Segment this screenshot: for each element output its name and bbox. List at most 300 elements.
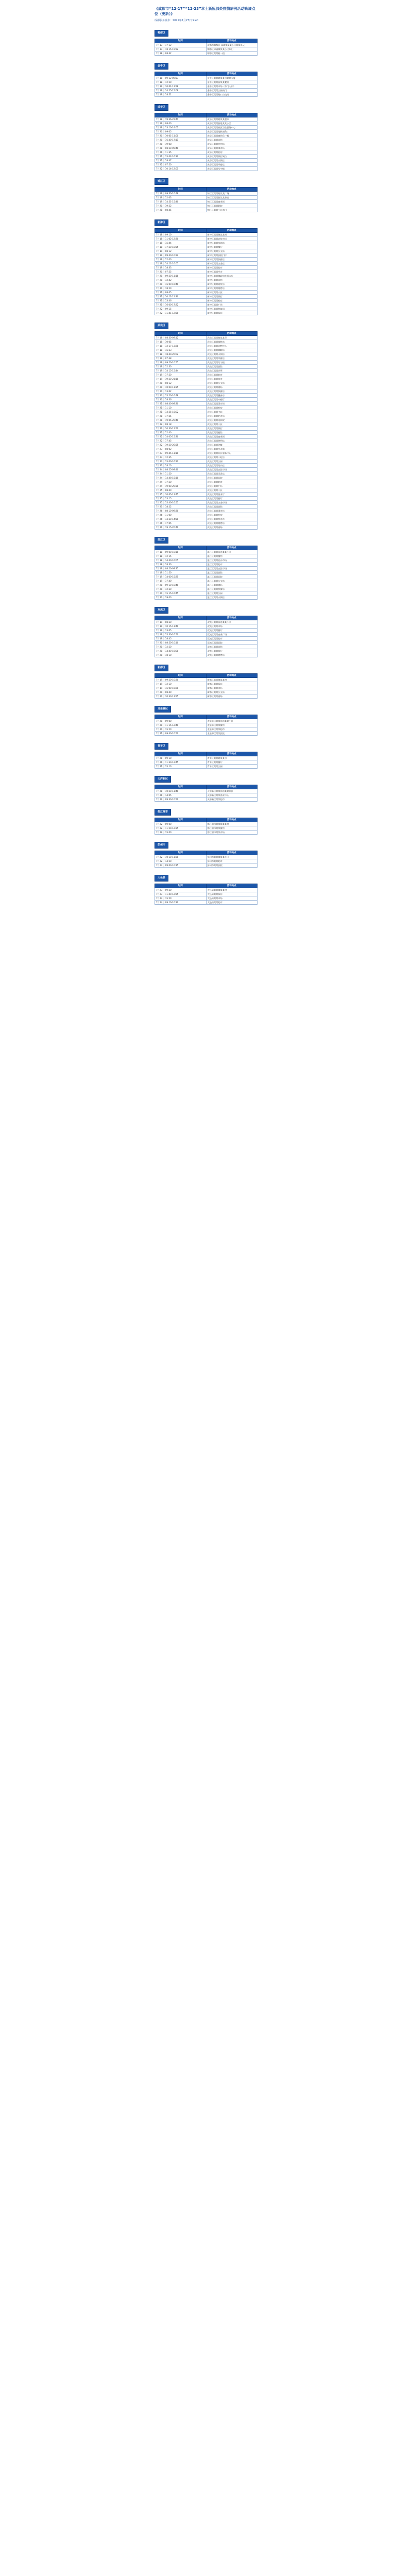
time-cell: 7月18日 15:44	[155, 241, 207, 245]
location-cell: 武侯区某某咖啡店	[206, 348, 258, 352]
table-row	[155, 513, 258, 517]
table-row	[155, 798, 258, 802]
table-row	[155, 237, 258, 241]
time-cell: 7月20日 18:10	[155, 653, 207, 657]
table-header-row	[155, 39, 258, 43]
table-row	[155, 756, 258, 760]
table-row	[155, 863, 258, 868]
location-cell: 温江区某某火锅店	[206, 596, 258, 600]
time-cell: 7月20日 08:40	[155, 690, 207, 694]
table-row	[155, 435, 258, 439]
district-tag: 新都区	[155, 665, 168, 671]
time-cell: 7月22日 07:50	[155, 163, 207, 167]
location-cell: 温江区某某餐馆	[206, 554, 258, 558]
table-row	[155, 653, 258, 657]
location-cell: 成华区某某地铁站B口	[206, 130, 258, 134]
location-cell: 新津区某某理发店	[206, 282, 258, 286]
location-cell: 武侯区某某烧烤店	[206, 521, 258, 526]
time-cell: 7月26日 08:10-09:30	[155, 509, 207, 513]
table-row	[155, 295, 258, 299]
table-row	[155, 488, 258, 493]
time-cell: 7月23日 15:00-16:22	[155, 460, 207, 464]
time-cell: 7月20日 12:42	[155, 278, 207, 282]
time-cell: 7月18日 18:40-20:02	[155, 352, 207, 357]
location-cell: 金牛区某某街某某餐馆	[206, 80, 258, 84]
location-cell: 温江区某某商场	[206, 583, 258, 587]
location-cell: 武侯区某某烤肉店	[206, 464, 258, 468]
table-row	[155, 303, 258, 307]
sites-table	[155, 39, 258, 56]
table-row	[155, 357, 258, 361]
table-row	[155, 789, 258, 793]
time-cell: 7月19日 17:50	[155, 373, 207, 377]
location-cell: 新津区某某超市	[206, 266, 258, 270]
district-tag: 新津区	[155, 219, 168, 226]
time-cell: 7月18日 12:17-13:20	[155, 344, 207, 348]
time-cell: 7月22日 14:20	[155, 859, 207, 863]
table-row	[155, 723, 258, 727]
time-cell: 7月19日 08:30	[155, 620, 207, 624]
location-cell: 武侯区某某超市	[206, 373, 258, 377]
location-cell: 新津区某某银行	[206, 295, 258, 299]
time-cell: 7月18日 11:02-12:30	[155, 237, 207, 241]
time-cell: 7月19日 18:33	[155, 266, 207, 270]
table-row	[155, 249, 258, 253]
table-row	[155, 352, 258, 357]
time-cell: 7月19日 07:48	[155, 357, 207, 361]
table-row	[155, 117, 258, 122]
page-title: 《成都市“12·17”“12·23”本土新冠肺炎疫情病例活动轨迹点位（更新）》	[155, 7, 255, 16]
table-row	[155, 307, 258, 311]
table-row	[155, 278, 258, 282]
time-cell: 7月21日 13:55-15:02	[155, 410, 207, 414]
table-row	[155, 505, 258, 509]
district-section	[155, 776, 258, 802]
table-row	[155, 43, 258, 47]
time-header: 时间	[155, 72, 207, 76]
time-cell: 7月21日 17:25	[155, 414, 207, 418]
table-header-row	[155, 715, 258, 719]
location-cell: 锦江区某某小区南门	[206, 208, 258, 212]
time-cell: 7月23日 09:45-11:10	[155, 451, 207, 455]
location-cell: 新津区某某物流园	[206, 307, 258, 311]
time-header: 时间	[155, 546, 207, 550]
time-cell: 7月20日 15:20	[155, 727, 207, 732]
table-row	[155, 554, 258, 558]
location-cell: 武侯区某某面馆	[206, 505, 258, 509]
location-header: 活动地点	[206, 229, 258, 233]
table-row	[155, 686, 258, 690]
table-row	[155, 620, 258, 624]
district-section	[155, 537, 258, 600]
location-header: 活动地点	[206, 39, 258, 43]
location-cell: 温江区某某快餐店	[206, 587, 258, 591]
table-row	[155, 377, 258, 381]
time-cell: 7月18日 09:00-10:10	[155, 550, 207, 554]
time-cell: 7月21日 19:05-20:40	[155, 418, 207, 422]
table-row	[155, 571, 258, 575]
table-row	[155, 381, 258, 385]
location-cell: 武侯区某某菜市场	[206, 509, 258, 513]
location-cell: 锦江区某某商业街	[206, 200, 258, 204]
location-cell: 双流区某某面馆	[206, 645, 258, 649]
time-cell: 7月23日 18:10	[155, 464, 207, 468]
table-row	[155, 204, 258, 208]
time-cell: 7月19日 14:15-15:44	[155, 369, 207, 373]
table-row	[155, 414, 258, 418]
time-cell: 7月21日 15:10	[155, 765, 207, 769]
table-row	[155, 150, 258, 155]
time-cell: 7月20日 15:09-16:40	[155, 282, 207, 286]
table-row	[155, 480, 258, 484]
location-header: 活动地点	[206, 818, 258, 822]
table-row	[155, 361, 258, 365]
location-header: 活动地点	[206, 851, 258, 855]
location-cell: 武侯区某某电影院	[206, 418, 258, 422]
location-cell: 双流区某某商业广场	[206, 633, 258, 637]
time-header: 时间	[155, 332, 207, 336]
sites-table	[155, 546, 258, 600]
district-tag: 彭州市	[155, 842, 168, 849]
table-row	[155, 389, 258, 394]
time-cell: 7月19日 12:30	[155, 365, 207, 369]
sites-table	[155, 331, 258, 530]
location-cell: 新津区某某五金店	[206, 262, 258, 266]
location-cell: 武侯区某某奶茶店	[206, 414, 258, 418]
location-cell: 龙泉驿区某某超市	[206, 727, 258, 732]
location-header: 活动地点	[206, 752, 258, 756]
location-cell: 武侯区某某美发店	[206, 472, 258, 476]
table-row	[155, 579, 258, 583]
location-cell: 温江区某某花卉市场	[206, 558, 258, 563]
location-cell: 武侯区某某五金市场	[206, 501, 258, 505]
time-cell: 7月19日 10:01-11:58	[155, 84, 207, 89]
time-cell: 7月20日 18:36	[155, 398, 207, 402]
location-cell: 武侯区某某小区	[206, 488, 258, 493]
location-cell: 郫都区犀浦镇某某小区东门	[206, 47, 258, 52]
location-cell: 温江区某某超市	[206, 563, 258, 567]
time-cell: 7月20日 15:15-16:45	[155, 591, 207, 596]
table-row	[155, 208, 258, 212]
sites-table	[155, 851, 258, 868]
time-cell: 7月24日 19:00-20:30	[155, 484, 207, 488]
table-row	[155, 291, 258, 295]
location-cell: 锦江区某某街某某茶馆	[206, 196, 258, 200]
time-cell: 7月25日 18:22	[155, 505, 207, 509]
table-row	[155, 373, 258, 377]
sites-table	[155, 884, 258, 905]
table-row	[155, 645, 258, 649]
location-cell: 武侯区某某中餐厅	[206, 398, 258, 402]
table-row	[155, 901, 258, 905]
location-cell: 成华区某某银行网点	[206, 155, 258, 159]
district-tag: 龙泉驿区	[155, 706, 171, 713]
table-row	[155, 719, 258, 723]
table-row	[155, 439, 258, 443]
location-cell: 武侯区某某菜市场	[206, 402, 258, 406]
time-cell: 7月26日 19:15-20:40	[155, 526, 207, 530]
location-cell: 武侯区某某药房	[206, 513, 258, 517]
time-cell: 7月20日 15:20-16:48	[155, 394, 207, 398]
location-cell: 青羊区某某餐厅	[206, 760, 258, 765]
sites-table	[155, 72, 258, 97]
time-cell: 7月22日 15:00	[155, 831, 207, 835]
district-tag: 大邑县	[155, 875, 168, 882]
table-row	[155, 624, 258, 629]
location-cell: 武侯区某某购物中心	[206, 344, 258, 348]
time-cell: 7月19日 10:15-11:40	[155, 624, 207, 629]
table-row	[155, 155, 258, 159]
time-cell: 7月18日 15:33	[155, 348, 207, 352]
location-cell: 成都市郫都区 犀浦镇某某小区某某单元	[206, 43, 258, 47]
table-row	[155, 311, 258, 315]
time-cell: 7月20日 14:40-16:00	[155, 649, 207, 653]
table-row	[155, 163, 258, 167]
location-cell: 龙泉驿区某某餐馆	[206, 723, 258, 727]
location-cell: 新津区某某农贸市场	[206, 237, 258, 241]
location-cell: 郫都区某某村一组	[206, 52, 258, 56]
location-cell: 武侯区某某小区	[206, 422, 258, 427]
table-row	[155, 159, 258, 163]
location-cell: 新津区某某饭店	[206, 311, 258, 315]
time-cell: 7月20日 19:22	[155, 204, 207, 208]
time-cell: 7月19日 09:30-10:48	[155, 192, 207, 196]
time-cell: 7月21日 15:02-16:30	[155, 155, 207, 159]
table-row	[155, 822, 258, 826]
time-header: 时间	[155, 674, 207, 678]
location-cell: 双流区某某餐厅	[206, 629, 258, 633]
table-row	[155, 892, 258, 896]
time-cell: 7月22日 09:30-10:50	[155, 798, 207, 802]
location-header: 活动地点	[206, 674, 258, 678]
location-cell: 新都区某某市场	[206, 686, 258, 690]
time-cell: 7月24日 13:48-15:10	[155, 476, 207, 480]
location-cell: 都江堰市某某餐馆	[206, 826, 258, 831]
time-cell: 7月20日 08:12	[155, 381, 207, 385]
time-cell: 7月21日 09:40-10:50	[155, 732, 207, 736]
time-cell: 7月18日 18:30	[155, 563, 207, 567]
location-cell: 新津区某某面馆	[206, 278, 258, 282]
table-row	[155, 760, 258, 765]
table-row	[155, 427, 258, 431]
time-cell: 7月25日 13:15	[155, 497, 207, 501]
district-section	[155, 63, 258, 97]
table-header-row	[155, 674, 258, 678]
time-cell: 7月22日 11:41-12:50	[155, 311, 207, 315]
time-cell: 7月19日 08:12	[155, 249, 207, 253]
location-cell: 新津区某某小区	[206, 291, 258, 295]
table-row	[155, 196, 258, 200]
location-cell: 都江堰市某某市场	[206, 831, 258, 835]
time-cell: 7月19日 09:20-10:55	[155, 361, 207, 365]
district-tag: 武侯区	[155, 323, 168, 329]
location-cell: 新津区某某广场	[206, 303, 258, 307]
time-cell: 7月25日 15:40-16:55	[155, 501, 207, 505]
table-row	[155, 629, 258, 633]
time-cell: 7月19日 08:20-09:35	[155, 567, 207, 571]
location-cell: 新津区某某药店	[206, 299, 258, 303]
district-tag: 青羊区	[155, 743, 168, 750]
district-section	[155, 842, 258, 868]
time-cell: 7月18日 12:20	[155, 80, 207, 84]
location-cell: 新津区某某早市	[206, 270, 258, 274]
table-row	[155, 394, 258, 398]
location-cell: 温江区某某公交站	[206, 579, 258, 583]
location-cell: 锦江区某某影院	[206, 204, 258, 208]
time-cell: 7月21日 11:10	[155, 406, 207, 410]
time-cell: 7月18日 14:40-16:05	[155, 558, 207, 563]
time-cell: 7月21日 13:46	[155, 299, 207, 303]
table-row	[155, 831, 258, 835]
table-row	[155, 336, 258, 340]
table-row	[155, 146, 258, 150]
time-cell: 7月20日 08:50-10:10	[155, 641, 207, 645]
time-cell: 7月21日 16:00-17:22	[155, 303, 207, 307]
location-cell: 大邑县某某市场	[206, 896, 258, 901]
time-cell: 7月22日 10:30-11:50	[155, 427, 207, 431]
district-section	[155, 104, 258, 171]
location-cell: 锦江区某某路某某广场	[206, 192, 258, 196]
time-cell: 7月19日 13:10-14:02	[155, 126, 207, 130]
location-cell: 金牛区某某路口公交站	[206, 93, 258, 97]
time-cell: 7月17日 17:12	[155, 43, 207, 47]
time-cell: 7月20日 10:30-11:55	[155, 694, 207, 699]
time-cell: 7月19日 09:20-10:30	[155, 678, 207, 682]
location-cell: 武侯区某某广场	[206, 484, 258, 488]
table-row	[155, 398, 258, 402]
location-cell: 天府新区某某街道某某社区	[206, 789, 258, 793]
time-cell: 7月18日 09:12-09:57	[155, 76, 207, 80]
location-cell: 成华区某某火锅店	[206, 159, 258, 163]
location-cell: 成华区某某药房	[206, 150, 258, 155]
table-row	[155, 678, 258, 682]
table-row	[155, 233, 258, 237]
location-cell: 成华区某某社区卫生服务中心	[206, 126, 258, 130]
table-row	[155, 859, 258, 863]
table-row	[155, 299, 258, 303]
table-row	[155, 888, 258, 892]
table-row	[155, 567, 258, 571]
time-cell: 7月26日 17:05	[155, 521, 207, 526]
location-cell: 武侯区某某公园	[206, 460, 258, 464]
time-cell: 7月22日 14:05-15:30	[155, 435, 207, 439]
location-cell: 双流区某某街道某某小区	[206, 620, 258, 624]
location-cell: 双流区某某超市	[206, 637, 258, 641]
location-cell: 青羊区某某公园	[206, 765, 258, 769]
time-cell: 7月24日 17:30	[155, 480, 207, 484]
table-row	[155, 896, 258, 901]
time-cell: 7月19日 12:03	[155, 196, 207, 200]
sites-table	[155, 673, 258, 699]
table-row	[155, 200, 258, 204]
table-row	[155, 509, 258, 513]
time-cell: 7月24日 11:20	[155, 472, 207, 476]
time-cell: 7月19日 15:00-16:20	[155, 686, 207, 690]
time-cell: 7月19日 15:30-16:50	[155, 633, 207, 637]
location-cell: 武侯区某某早餐店	[206, 357, 258, 361]
table-row	[155, 80, 258, 84]
time-cell: 7月22日 12:40	[155, 431, 207, 435]
table-row	[155, 418, 258, 422]
table-row	[155, 501, 258, 505]
time-cell: 7月19日 09:40-10:22	[155, 253, 207, 258]
location-cell: 武侯区某某诊所	[206, 369, 258, 373]
time-cell: 7月17日 18:15-19:52	[155, 47, 207, 52]
table-row	[155, 122, 258, 126]
location-cell: 新津区某某医院门诊	[206, 253, 258, 258]
location-cell: 新都区某某饭店	[206, 682, 258, 686]
location-cell: 武侯区某某火锅店	[206, 352, 258, 357]
time-cell: 7月21日 08:45	[155, 208, 207, 212]
location-cell: 新津区某某镇某某村	[206, 233, 258, 237]
table-row	[155, 447, 258, 451]
time-cell: 7月21日 09:10	[155, 756, 207, 760]
location-cell: 彭州市某某镇某某社区	[206, 855, 258, 859]
table-row	[155, 637, 258, 641]
table-row	[155, 550, 258, 554]
location-cell: 龙泉驿区某某街道某某小区	[206, 719, 258, 723]
table-row	[155, 575, 258, 579]
district-section	[155, 809, 258, 835]
table-row	[155, 641, 258, 645]
table-row	[155, 348, 258, 352]
time-header: 时间	[155, 616, 207, 620]
location-cell: 成华区某某街道某某小区	[206, 122, 258, 126]
location-cell: 武侯区某某小吃店	[206, 455, 258, 460]
district-section	[155, 875, 258, 905]
table-header-row	[155, 188, 258, 192]
table-header-row	[155, 72, 258, 76]
location-cell: 武侯区某某医院	[206, 476, 258, 480]
district-tag: 金牛区	[155, 63, 168, 70]
location-cell: 武侯区某某快餐店	[206, 389, 258, 394]
table-row	[155, 727, 258, 732]
location-cell: 新津区某某餐厅	[206, 245, 258, 249]
location-header: 活动地点	[206, 113, 258, 117]
table-row	[155, 192, 258, 196]
table-row	[155, 451, 258, 455]
location-cell: 金牛区某某市场（东门入口）	[206, 84, 258, 89]
district-section	[155, 30, 258, 56]
table-row	[155, 517, 258, 521]
time-cell: 7月20日 09:10-10:40	[155, 583, 207, 587]
time-cell: 7月22日 09:15	[155, 307, 207, 311]
table-row	[155, 76, 258, 80]
table-row	[155, 406, 258, 410]
location-cell: 双流区某某医院	[206, 641, 258, 645]
table-header-row	[155, 851, 258, 855]
table-row	[155, 558, 258, 563]
time-cell: 7月19日 11:50	[155, 571, 207, 575]
location-header: 活动地点	[206, 616, 258, 620]
district-tag: 锦江区	[155, 178, 168, 185]
location-cell: 武侯区某某快递点	[206, 517, 258, 521]
time-cell: 7月18日 08:30-09:12	[155, 336, 207, 340]
time-cell: 7月20日 09:30-11:18	[155, 274, 207, 278]
table-row	[155, 484, 258, 488]
time-cell: 7月23日 11:40-12:55	[155, 892, 207, 896]
time-cell: 7月20日 16:40-17:11	[155, 138, 207, 142]
time-cell: 7月21日 08:20-09:40	[155, 146, 207, 150]
district-section	[155, 706, 258, 736]
table-row	[155, 694, 258, 699]
table-row	[155, 241, 258, 245]
time-cell: 7月23日 09:00-10:15	[155, 863, 207, 868]
table-row	[155, 142, 258, 146]
table-row	[155, 89, 258, 93]
time-cell: 7月21日 10:12-11:30	[155, 295, 207, 299]
location-cell: 武侯区某某商场	[206, 526, 258, 530]
